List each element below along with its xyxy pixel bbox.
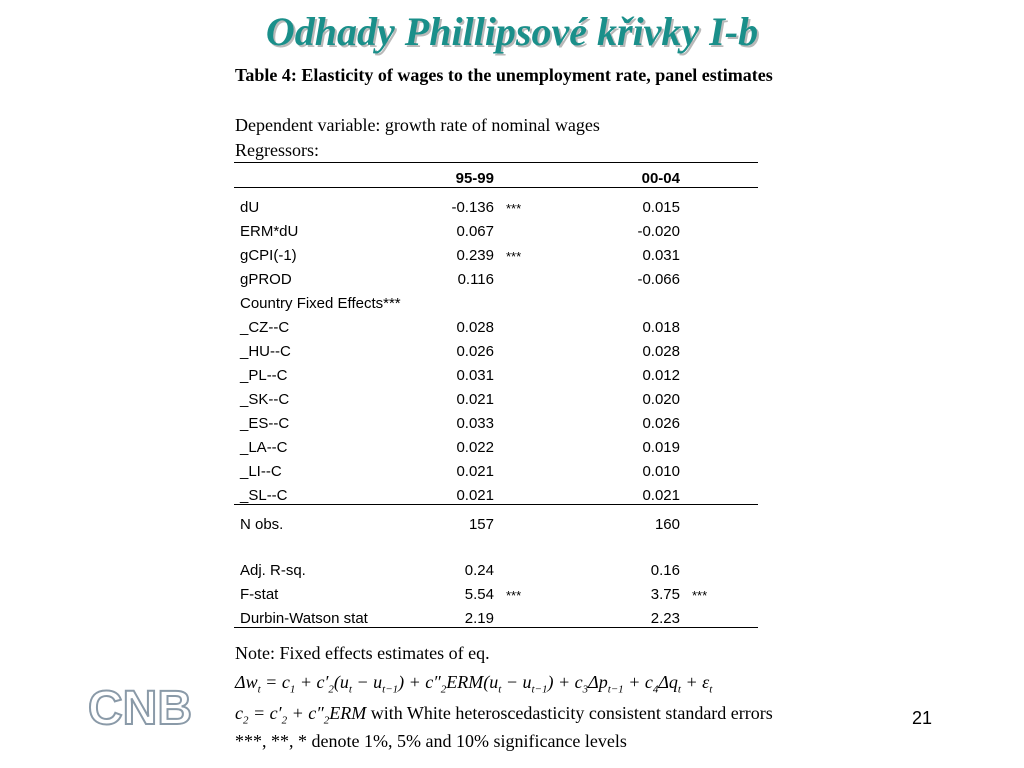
cnb-logo: [88, 680, 192, 735]
table-row: _SL--C 0.021 0.021: [234, 480, 758, 505]
table-caption: Table 4: Elasticity of wages to the unemployment rate, panel estimates: [235, 65, 773, 85]
table-row: _LI--C 0.021 0.010: [240, 463, 680, 480]
table-row: dU -0.136 *** 0.015: [240, 199, 680, 216]
table-row: _ES--C 0.033 0.026: [240, 415, 680, 432]
cnb-logo-text: CNB: [88, 682, 192, 735]
robust-errors-text: with White heteroscedasticity consistent standard errors: [370, 703, 773, 723]
equation-main: $\Delta w_t = c_1 + c'_2(u_t - u_{t-1}) + c''_2ERM(u_t - u_{t-1}) + c_3\Delta p_{t-1} + c_4\Delta q_t + \varepsilon_t$: [235, 672, 713, 696]
equation-c2: $c_2 = c'_2 + c''_2ERM$ with White heteroscedasticity consistent standard errors: [235, 703, 773, 727]
table-header-row: [234, 163, 758, 188]
table-row: gCPI(-1) 0.239 *** 0.031: [240, 247, 680, 264]
col-header-95-99: 95-99: [406, 163, 500, 188]
col-header-00-04: 00-04: [592, 163, 686, 188]
table-row-stat: N obs. 157 160: [240, 516, 680, 533]
table-row: _LA--C 0.022 0.019: [240, 439, 680, 456]
table-row: gPROD 0.116 -0.066: [240, 271, 680, 288]
table-row: _PL--C 0.031 0.012: [240, 367, 680, 384]
table-row: _HU--C 0.026 0.028: [240, 343, 680, 360]
dependent-variable: Dependent variable: growth rate of nominal wages: [235, 115, 600, 135]
table-row: _SK--C 0.021 0.020: [240, 391, 680, 408]
table-row-fixed-effects-heading: Country Fixed Effects***: [240, 295, 401, 312]
note-line: Note: Fixed effects estimates of eq.: [235, 643, 490, 663]
significance-note: ***, **, * denote 1%, 5% and 10% significance levels: [235, 731, 627, 751]
table-row-stat: F-stat 5.54 *** 3.75 ***: [240, 586, 708, 603]
slide-title: Odhady Phillipsové křivky I-b: [265, 9, 759, 54]
estimates-table: [234, 162, 758, 628]
table-row: ERM*dU 0.067 -0.020: [240, 223, 680, 240]
table-row-stat: Adj. R-sq. 0.24 0.16: [240, 562, 680, 579]
regressors-label: Regressors:: [235, 140, 319, 160]
table-row: _CZ--C 0.028 0.018: [240, 319, 680, 336]
page-number: 21: [912, 708, 933, 728]
table-row-stat: Durbin-Watson stat 2.19 2.23: [234, 603, 758, 628]
